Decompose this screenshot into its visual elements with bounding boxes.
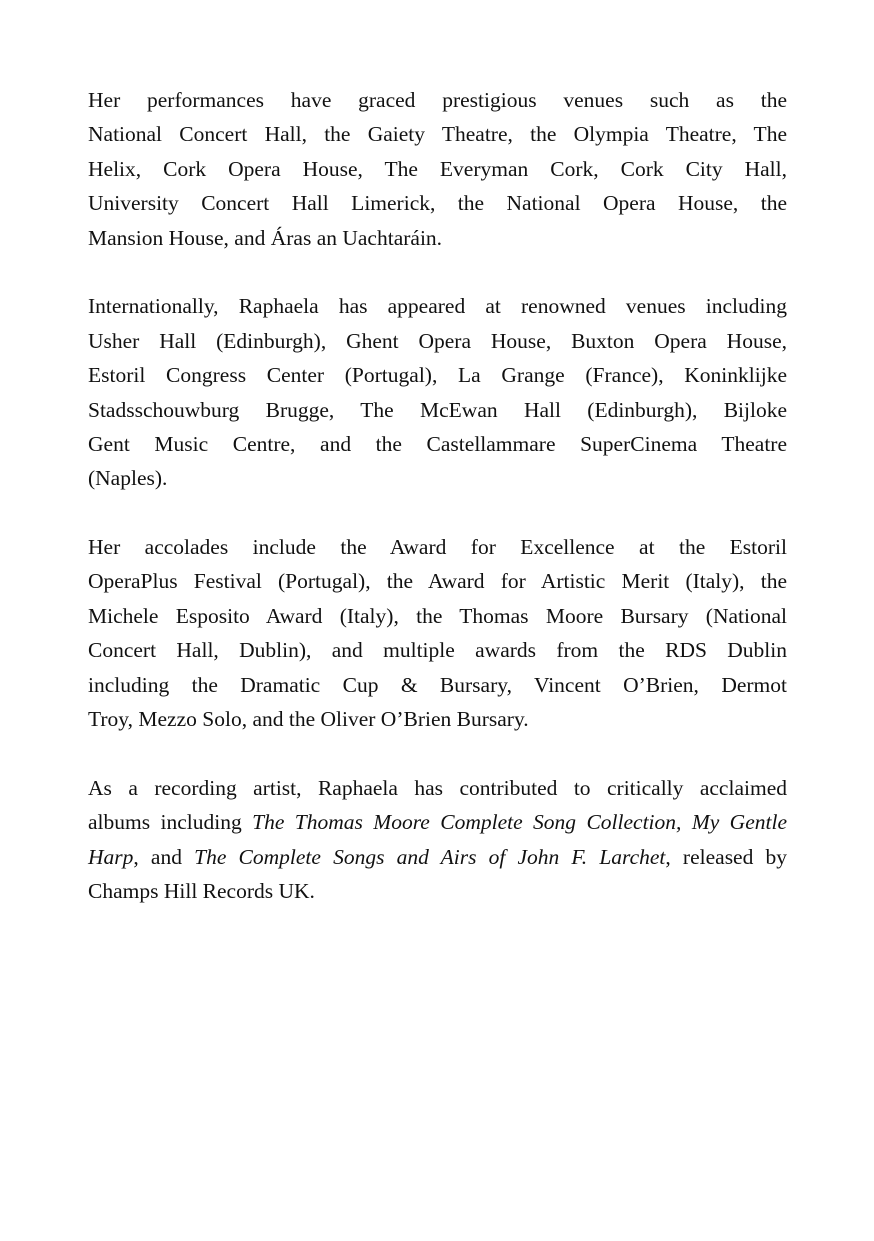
text-segment: Michele Esposito Award (Italy), the Thomas Moore Bursary (National	[88, 603, 787, 628]
text-segment: OperaPlus Festival (Portugal), the Award for Artistic Merit (Italy), the	[88, 569, 787, 594]
text-line	[88, 874, 787, 908]
text-line	[88, 83, 787, 117]
text-line	[88, 668, 787, 702]
text-segment: , released by	[665, 844, 788, 869]
text-segment: Usher Hall (Edinburgh), Ghent Opera House, Buxton Opera House,	[88, 328, 787, 353]
text-segment: Internationally, Raphaela has appeared at renowned venues including	[88, 294, 787, 319]
text-segment: albums including	[88, 810, 253, 835]
text-segment: , and	[133, 844, 195, 869]
text-line	[88, 530, 787, 564]
text-segment: Concert Hall, Dublin), and multiple awards from the RDS Dublin	[88, 638, 787, 663]
paragraph	[88, 83, 787, 255]
text-segment: University Concert Hall Limerick, the National Opera House, the	[88, 191, 787, 216]
text-segment: Champs Hill Records UK.	[88, 878, 315, 903]
text-segment: Helix, Cork Opera House, The Everyman Cork, Cork City Hall,	[88, 156, 787, 181]
text-segment: (Naples).	[88, 466, 168, 491]
text-line	[88, 771, 787, 805]
text-segment: Gent Music Centre, and the Castellammare SuperCinema Theatre	[88, 431, 787, 456]
text-segment: Estoril Congress Center (Portugal), La Grange (France), Koninklijke	[88, 363, 787, 388]
text-segment: As a recording artist, Raphaela has contributed to critically acclaimed	[88, 775, 787, 800]
text-line	[88, 324, 787, 358]
text-segment: including the Dramatic Cup & Bursary, Vincent O’Brien, Dermot	[88, 672, 787, 697]
text-segment: Her accolades include the Award for Excellence at the Estoril	[88, 535, 787, 560]
text-line	[88, 840, 787, 874]
text-segment: Troy, Mezzo Solo, and the Oliver O’Brien Bursary.	[88, 707, 529, 732]
text-segment: Mansion House, and Áras an Uachtaráin.	[88, 225, 443, 250]
text-segment: Stadsschouwburg Brugge, The McEwan Hall (Edinburgh), Bijloke	[88, 397, 787, 422]
text-line	[88, 289, 787, 323]
paragraph	[88, 771, 787, 909]
document-body	[88, 83, 787, 943]
paragraph	[88, 530, 787, 736]
album-title: Harp	[88, 844, 134, 869]
album-title: The Thomas Moore Complete Song Collection, My Gentle	[252, 810, 787, 835]
text-line	[88, 358, 787, 392]
text-line	[88, 117, 787, 151]
text-line	[88, 633, 787, 667]
text-segment: National Concert Hall, the Gaiety Theatre, the Olympia Theatre, The	[88, 122, 787, 147]
album-title: The Complete Songs and Airs of John F. Larchet	[194, 844, 666, 869]
text-line	[88, 221, 787, 255]
text-line	[88, 564, 787, 598]
text-line	[88, 152, 787, 186]
text-line	[88, 702, 787, 736]
paragraph	[88, 289, 787, 495]
text-line	[88, 393, 787, 427]
text-line	[88, 427, 787, 461]
text-line	[88, 186, 787, 220]
text-line	[88, 805, 787, 839]
text-line	[88, 461, 787, 495]
text-line	[88, 599, 787, 633]
text-segment: Her performances have graced prestigious venues such as the	[88, 88, 787, 112]
